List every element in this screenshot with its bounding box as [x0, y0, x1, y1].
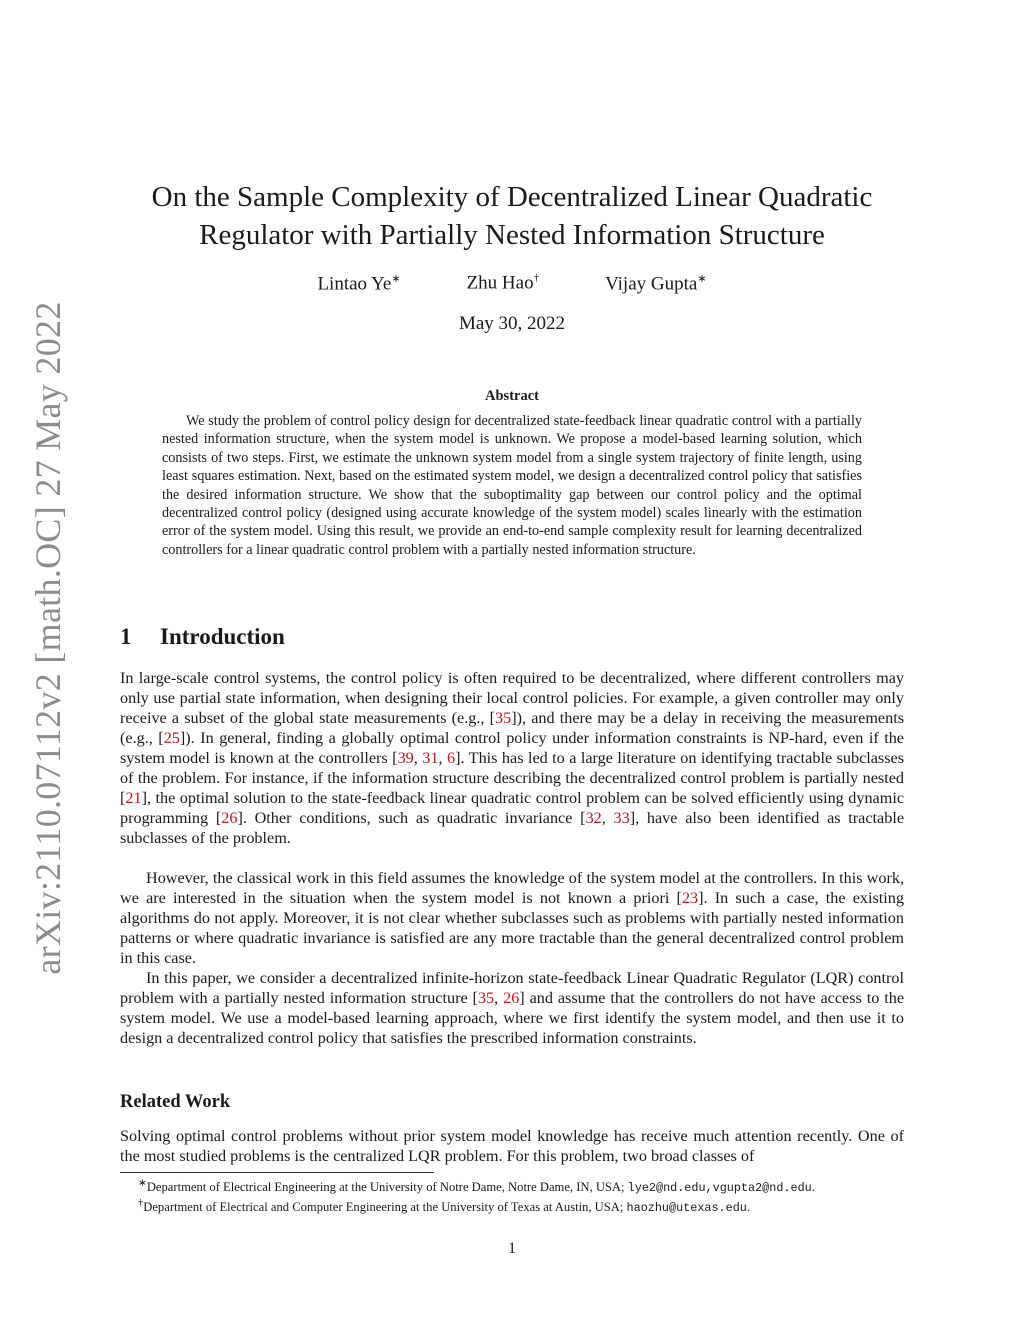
author-list [120, 272, 904, 295]
footnote-1: ∗Department of Electrical Engineering at the University of Notre Dame, Notre Dame, IN, USA; lye2@nd.edu,vgupta2@nd.edu. [138, 1178, 815, 1196]
paper-title [120, 178, 904, 254]
author: Vijay Gupta∗ [605, 273, 707, 295]
page-number: 1 [508, 1240, 516, 1257]
paragraph-1: In large-scale control systems, the control policy is often required to be decentralized, where different controllers may only use partial state information, when designing their local control policies. For example, a given controller may only receive a subset of the global state measurements (e.g., [35]), and there may be a delay in receiving the measurements (e.g., [25]). In general, finding a globally optimal control policy under information constraints is NP-hard, even if the system model is known at the controllers [39, 31, 6]. This has led to a large literature on identifying tractable subclasses of the problem. For instance, if the information structure describing the decentralized control problem is partially nested [21], the optimal solution to the state-feedback linear quadratic control problem can be solved efficiently using dynamic programming [26]. Other conditions, such as quadratic invariance [32, 33], have also been identified as tractable subclasses of the problem. [120, 669, 905, 847]
subsection-heading-related-work: Related Work [120, 1092, 231, 1112]
paragraph-related-work: Solving optimal control problems without prior system model knowledge has receive much attention recently. One of the most studied problems is the centralized LQR problem. For this problem, two broad classes of [120, 1127, 904, 1165]
arxiv-watermark: arXiv:2110.07112v2 [math.OC] 27 May 2022 [28, 301, 68, 975]
paper-date: May 30, 2022 [458, 313, 566, 334]
footnote-divider [120, 1172, 434, 1173]
title-line-2: Regulator with Partially Nested Information Structure [199, 219, 825, 251]
citation-link[interactable]: 35 [495, 709, 512, 727]
section-heading-introduction [120, 624, 285, 650]
email-link[interactable]: haozhu@utexas.edu [626, 1201, 747, 1216]
citation-link[interactable]: 25 [163, 729, 180, 747]
title-line-1: On the Sample Complexity of Decentralized Linear Quadratic [151, 181, 873, 213]
author: Zhu Hao† [466, 272, 540, 294]
section-title: Introduction [160, 624, 285, 649]
abstract-heading: Abstract [485, 388, 539, 404]
paragraph-3: In this paper, we consider a decentralized infinite-horizon state-feedback Linear Quadratic Regulator (LQR) control problem with a partially nested information structure [35, 26] and assume that the controllers do not have access to the system model. We use a model-based learning approach, where we first identify the system model, and then use it to design a decentralized control policy that satisfies the prescribed information constraints. [120, 969, 905, 1047]
citation-link[interactable]: 23 [681, 889, 699, 907]
footnotes [120, 1176, 904, 1216]
email-link[interactable]: lye2@nd.edu,vgupta2@nd.edu [627, 1181, 812, 1196]
citation-link[interactable]: 39 [397, 749, 414, 767]
citation-link[interactable]: 21 [125, 789, 142, 807]
citation-link[interactable]: 35 [477, 989, 495, 1007]
abstract-text: We study the problem of control policy design for decentralized state-feedback linear quadratic control with a partially nested information structure, when the system model is unknown. We propose a model-based learning solution, which consists of two steps. First, we estimate the unknown system model from a single system trajectory of finite length, using least squares estimation. Next, based on the estimated system model, we design a decentralized control policy that satisfies the desired information structure. We show that the suboptimality gap between our control policy and the optimal decentralized control policy (designed using accurate knowledge of the system model) scales linearly with the estimation error of the system model. Using this result, we provide an end-to-end sample complexity result for learning decentralized controllers for a linear quadratic control problem with a partially nested information structure. [162, 413, 862, 558]
citation-link[interactable]: 33 [613, 809, 630, 827]
citation-link[interactable]: 6 [446, 749, 456, 767]
paragraph-2: However, the classical work in this field assumes the knowledge of the system model at the controllers. In this work, we are interested in the situation when the system model is not known a priori [23]. In such a case, the existing algorithms do not apply. Moreover, it is not clear whether subclasses such as problems with partially nested information patterns or where quadratic invariance is satisfied are any more tractable than the general decentralized control problem in this case. [120, 869, 904, 967]
citation-link[interactable]: 31 [422, 749, 439, 767]
citation-link[interactable]: 26 [221, 809, 238, 827]
citation-link[interactable]: 26 [503, 989, 520, 1007]
author: Lintao Ye∗ [317, 273, 401, 295]
citation-link[interactable]: 32 [585, 809, 602, 827]
section-number: 1 [120, 624, 132, 649]
footnote-2: †Department of Electrical and Computer Engineering at the University of Texas at Austin, USA; haozhu@utexas.edu. [138, 1198, 751, 1216]
